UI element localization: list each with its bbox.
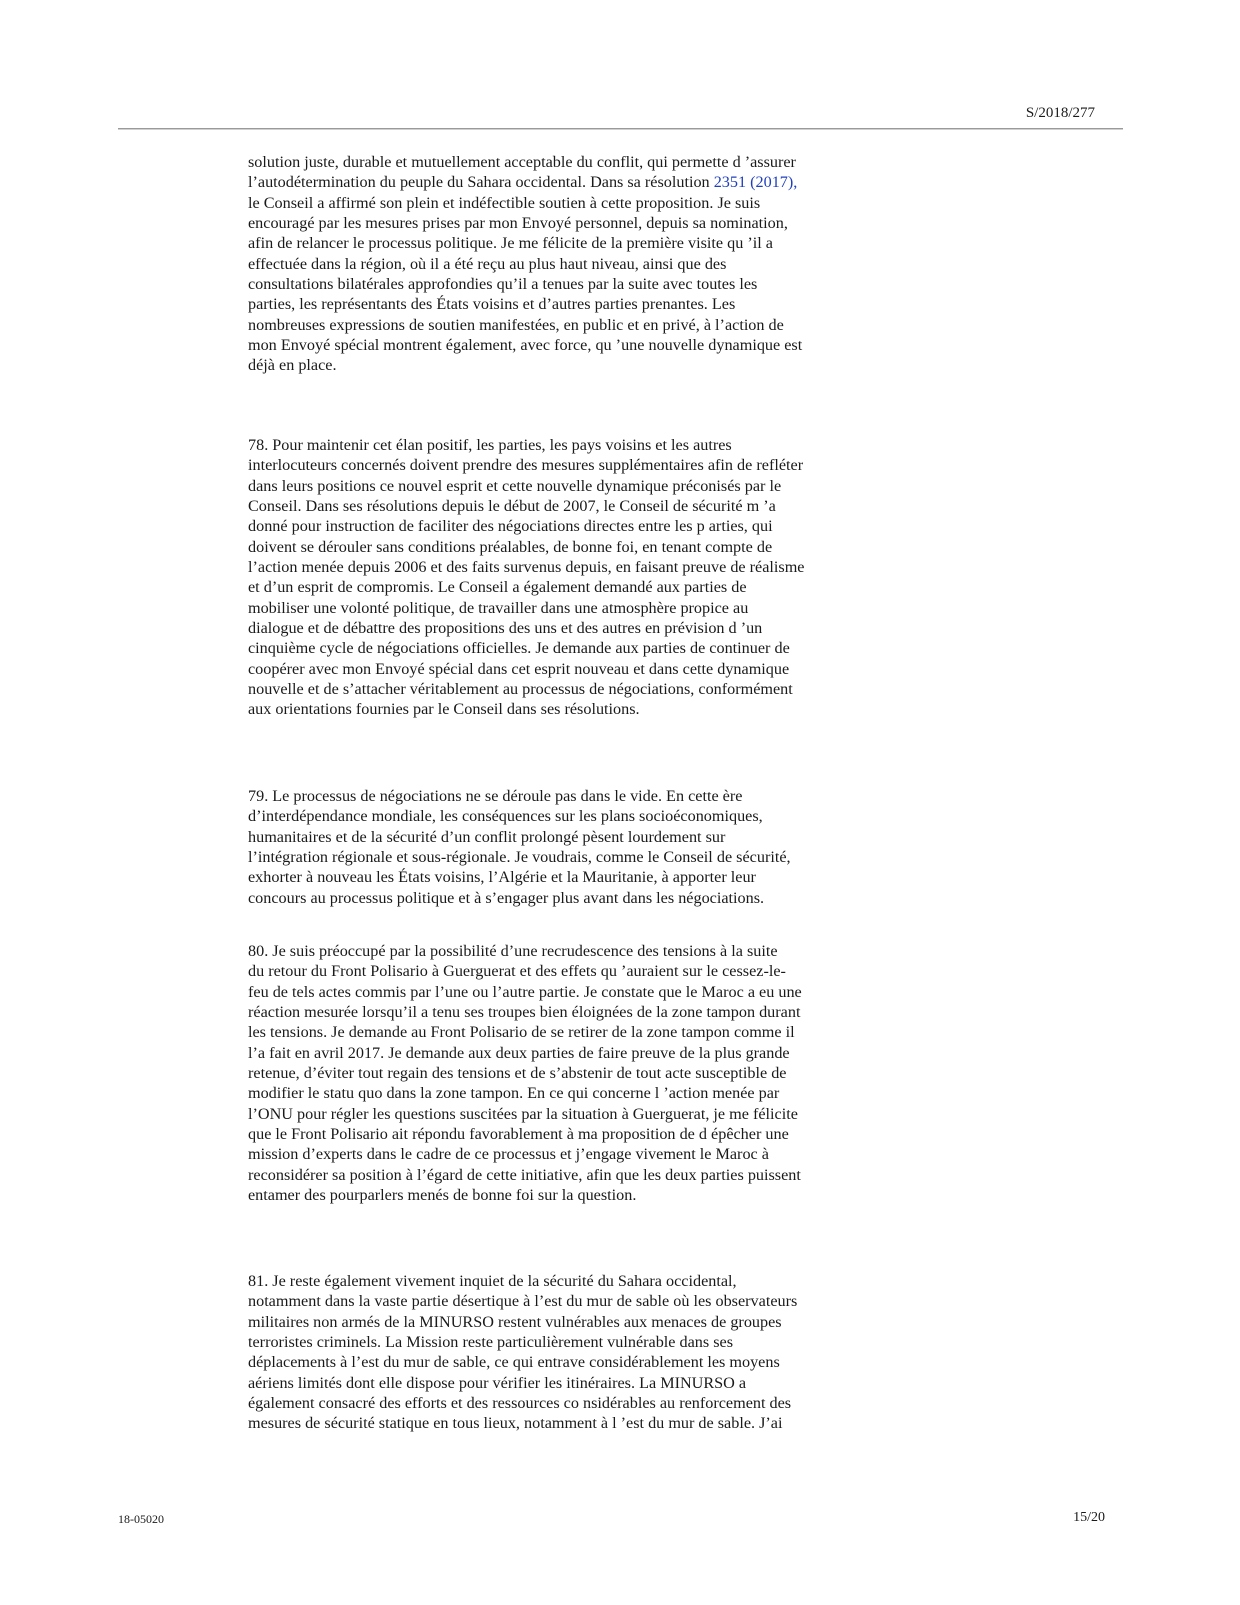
paragraph-line <box>248 315 858 335</box>
paragraph-line <box>248 638 858 658</box>
paragraph-line <box>248 335 858 355</box>
line-text: l’action menée depuis 2006 et des faits survenus depuis, en faisant preuve de réalisme <box>248 558 805 577</box>
paragraph-78 <box>248 435 858 720</box>
line-text: donné pour instruction de faciliter des négociations directes entre les p arties, qui <box>248 517 773 536</box>
line-text: l’intégration régionale et sous-régionale. Je voudrais, comme le Conseil de sécurité, <box>248 848 791 867</box>
line-text: mobiliser une volonté politique, de travailler dans une atmosphère propice au <box>248 598 749 617</box>
line-text: consultations bilatérales approfondies qu’il a tenues par la suite avec toutes les <box>248 275 758 294</box>
paragraph-line <box>248 1165 858 1185</box>
line-text: cinquième cycle de négociations officielles. Je demande aux parties de continuer de <box>248 639 790 658</box>
line-text: aériens limités dont elle dispose pour vérifier les itinéraires. La MINURSO a <box>248 1373 747 1392</box>
paragraph-line <box>248 659 858 679</box>
paragraph-line <box>248 961 858 981</box>
paragraph-line <box>248 786 858 806</box>
paragraph-line <box>248 699 858 719</box>
line-text: modifier le statu quo dans la zone tampon. En ce qui concerne l ’action menée par <box>248 1084 780 1103</box>
line-text: le Conseil a affirmé son plein et indéfectible soutien à cette proposition. Je suis <box>248 193 761 212</box>
line-text: l’ONU pour régler les questions suscitées par la situation à Guerguerat, je me félicite <box>248 1104 798 1123</box>
paragraph-line <box>248 557 858 577</box>
page-number: 15/20 <box>1073 1510 1105 1525</box>
paragraph-line <box>248 294 858 314</box>
line-text: déjà en place. <box>248 356 337 375</box>
paragraph-line <box>248 1144 858 1164</box>
line-text: parties, les représentants des États voisins et d’autres parties prenantes. Les <box>248 295 736 314</box>
paragraph-line <box>248 516 858 536</box>
line-text: les tensions. Je demande au Front Polisario de se retirer de la zone tampon comme il <box>248 1023 795 1042</box>
line-text: reconsidérer sa position à l’égard de cette initiative, afin que les deux parties puissent <box>248 1165 801 1184</box>
paragraph-line <box>248 254 858 274</box>
line-text: et d’un esprit de compromis. Le Conseil a également demandé aux parties de <box>248 578 747 597</box>
line-text: effectuée dans la région, où il a été reçu au plus haut niveau, ainsi que des <box>248 254 727 273</box>
paragraph-line <box>248 982 858 1002</box>
line-text: 81. Je reste également vivement inquiet de la sécurité du Sahara occidental, <box>248 1272 737 1290</box>
line-text: l’autodétermination du peuple du Sahara occidental. Dans sa résolution <box>248 173 714 192</box>
paragraph-line <box>248 827 858 847</box>
header-divider <box>118 128 1123 129</box>
line-text: déplacements à l’est du mur de sable, ce qui entrave considérablement les moyens <box>248 1353 780 1372</box>
paragraph-line <box>248 233 858 253</box>
paragraph-line <box>248 1124 858 1144</box>
paragraph-line <box>248 1332 858 1352</box>
line-text: coopérer avec mon Envoyé spécial dans cet esprit nouveau et dans cette dynamique <box>248 659 790 678</box>
line-text: nouvelle et de s’attacher véritablement au processus de négociations, conformément <box>248 680 793 699</box>
paragraph-line <box>248 152 858 172</box>
line-text: également consacré des efforts et des ressources co nsidérables au renforcement des <box>248 1394 792 1413</box>
paragraph-line <box>248 1185 858 1205</box>
paragraph-77-continuation <box>248 152 858 376</box>
line-text: aux orientations fournies par le Conseil dans ses résolutions. <box>248 700 640 719</box>
paragraph-line <box>248 1312 858 1332</box>
paragraph-line <box>248 1002 858 1022</box>
line-text: Conseil. Dans ses résolutions depuis le début de 2007, le Conseil de sécurité m ’a <box>248 497 776 516</box>
line-text: doivent se dérouler sans conditions préalables, de bonne foi, en tenant compte de <box>248 537 773 556</box>
line-text: du retour du Front Polisario à Guerguerat et des effets qu ’auraient sur le cessez-le- <box>248 962 786 981</box>
line-text: mission d’experts dans le cadre de ce processus et j’engage vivement le Maroc à <box>248 1145 769 1164</box>
paragraph-line <box>248 1352 858 1372</box>
line-text: exhorter à nouveau les États voisins, l’Algérie et la Mauritanie, à apporter leur <box>248 868 756 887</box>
paragraph-line <box>248 577 858 597</box>
paragraph-line <box>248 172 858 192</box>
line-text: dialogue et de débattre des propositions des uns et des autres en prévision d ’un <box>248 619 763 638</box>
line-text: 79. Le processus de négociations ne se déroule pas dans le vide. En cette ère <box>248 787 743 805</box>
paragraph-line <box>248 598 858 618</box>
line-text: nombreuses expressions de soutien manifestées, en public et en privé, à l’action de <box>248 315 784 334</box>
line-text: que le Front Polisario ait répondu favorablement à ma proposition de d épêcher une <box>248 1125 789 1144</box>
paragraph-line <box>248 537 858 557</box>
paragraph-79 <box>248 786 858 908</box>
paragraph-81 <box>248 1271 858 1434</box>
paragraph-line <box>248 867 858 887</box>
paragraph-line <box>248 847 858 867</box>
line-text: mesures de sécurité statique en tous lieux, notamment à l ’est du mur de sable. J’ai <box>248 1414 783 1433</box>
paragraph-line <box>248 888 858 908</box>
line-text: réaction mesurée lorsqu’il a tenu ses troupes bien éloignées de la zone tampon durant <box>248 1003 801 1022</box>
line-text: l’a fait en avril 2017. Je demande aux deux parties de faire preuve de la plus grande <box>248 1043 790 1062</box>
document-symbol: S/2018/277 <box>1025 105 1095 121</box>
paragraph-line <box>248 1271 858 1291</box>
line-text: mon Envoyé spécial montrent également, avec force, qu ’une nouvelle dynamique est <box>248 336 803 355</box>
line-text: 80. Je suis préoccupé par la possibilité d’une recrudescence des tensions à la suite <box>248 942 778 960</box>
paragraph-line <box>248 679 858 699</box>
paragraph-line <box>248 193 858 213</box>
line-text: entamer des pourparlers menés de bonne foi sur la question. <box>248 1186 637 1205</box>
line-text: terroristes criminels. La Mission reste particulièrement vulnérable dans ses <box>248 1333 734 1352</box>
paragraph-line <box>248 806 858 826</box>
paragraph-line <box>248 496 858 516</box>
line-text: notamment dans la vaste partie désertique à l’est du mur de sable où les observateurs <box>248 1292 798 1311</box>
paragraph-line <box>248 1104 858 1124</box>
paragraph-80 <box>248 941 858 1205</box>
line-text: humanitaires et de la sécurité d’un conflit prolongé pèsent lourdement sur <box>248 827 726 846</box>
line-text: d’interdépendance mondiale, les conséquences sur les plans socioéconomiques, <box>248 807 763 826</box>
paragraph-line <box>248 618 858 638</box>
line-text: solution juste, durable et mutuellement acceptable du conflit, qui permette d ’assurer <box>248 153 796 171</box>
paragraph-line <box>248 455 858 475</box>
line-text: dans leurs positions ce nouvel esprit et cette nouvelle dynamique préconisés par le <box>248 476 782 495</box>
paragraph-line <box>248 1022 858 1042</box>
paragraph-line <box>248 941 858 961</box>
line-text: 78. Pour maintenir cet élan positif, les parties, les pays voisins et les autres <box>248 436 732 454</box>
document-number: 18-05020 <box>118 1512 164 1526</box>
paragraph-line <box>248 274 858 294</box>
line-text: afin de relancer le processus politique. Je me félicite de la première visite qu ’il a <box>248 234 773 253</box>
paragraph-line <box>248 355 858 375</box>
line-text: encouragé par les mesures prises par mon Envoyé personnel, depuis sa nomination, <box>248 214 788 233</box>
line-text: militaires non armés de la MINURSO restent vulnérables aux menaces de groupes <box>248 1312 782 1331</box>
paragraph-line <box>248 1043 858 1063</box>
paragraph-line <box>248 1291 858 1311</box>
line-text: retenue, d’éviter tout regain des tensions et de s’abstenir de tout acte susceptible de <box>248 1064 787 1083</box>
paragraph-line <box>248 476 858 496</box>
paragraph-line <box>248 1063 858 1083</box>
paragraph-line <box>248 1083 858 1103</box>
paragraph-line <box>248 1373 858 1393</box>
line-text: interlocuteurs concernés doivent prendre des mesures supplémentaires afin de refléter <box>248 456 804 475</box>
paragraph-line <box>248 1393 858 1413</box>
resolution-link[interactable]: 2351 (2017), <box>713 173 798 192</box>
line-text: feu de tels actes commis par l’une ou l’autre partie. Je constate que le Maroc a eu une <box>248 982 802 1001</box>
paragraph-line <box>248 213 858 233</box>
paragraph-line <box>248 435 858 455</box>
line-text: concours au processus politique et à s’engager plus avant dans les négociations. <box>248 888 765 907</box>
paragraph-line <box>248 1413 858 1433</box>
